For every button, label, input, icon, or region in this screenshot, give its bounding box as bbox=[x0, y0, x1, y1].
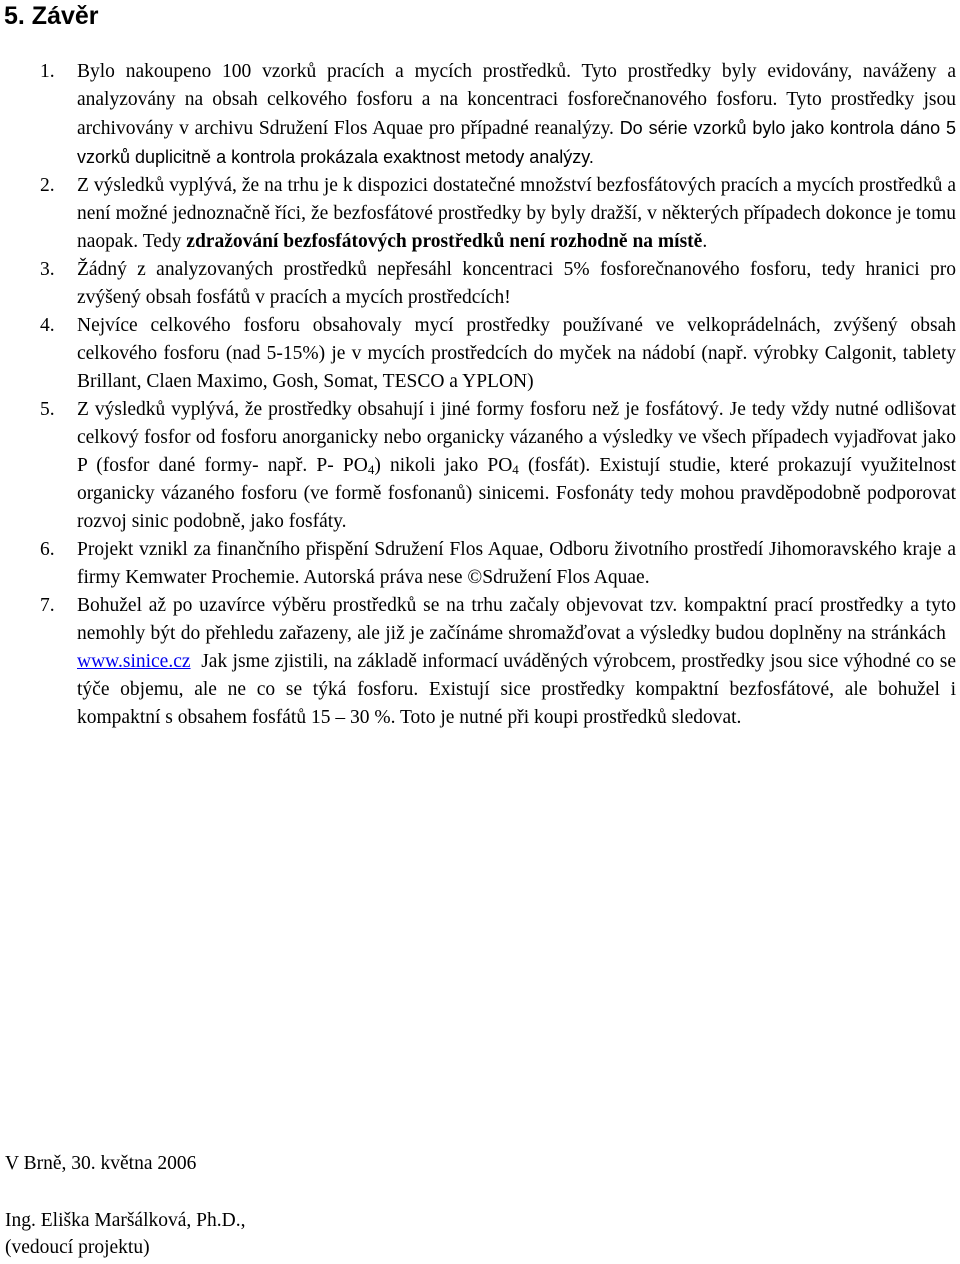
list-item-4 bbox=[0, 312, 960, 396]
subscript-4: 4 bbox=[512, 462, 519, 477]
list-item-text bbox=[77, 536, 956, 592]
list-item-2 bbox=[0, 172, 960, 256]
place-and-date: V Brně, 30. května 2006 bbox=[5, 1153, 197, 1174]
list-item-text bbox=[77, 256, 956, 312]
list-number: 6. bbox=[40, 539, 55, 560]
list-item-text bbox=[77, 396, 956, 536]
item-2-end: . bbox=[702, 231, 708, 252]
list-item-text bbox=[77, 312, 956, 396]
sinice-website-link[interactable]: www.sinice.cz bbox=[77, 651, 191, 672]
item-7-text-b: Jak jsme zjistili, na základě informací uváděných výrobcem, prostředky jsou sice výhodné co se týče objemu, ale ne co se týká fosforu. Existují sice prostředky kompaktní bezfosfátové, ale bohužel i kompaktní s obsahem fosfátů 15 – 30 %. Toto je nutné při koupi prostředků sledovat. bbox=[77, 651, 957, 728]
list-number: 7. bbox=[40, 595, 55, 616]
item-5-text-a: Z výsledků vyplývá, že prostředky obsahují i jiné formy fosforu než je fosfátový. Je tedy vždy nutné odlišovat celkový fosfor od fosforu anorganicky nebo organicky vázaného a výsledky ve všech případech vyjadřovat jako P (fosfor dané formy- např. P- PO bbox=[77, 399, 956, 476]
item-1-text: Bylo nakoupeno 100 vzorků pracích a mycích prostředků. Tyto prostředky byly evidovány, naváženy a analyzovány na obsah celkového fosforu a na koncentraci fosforečnanového fosforu. Tyto prostředky jsou archivovány v archivu Sdružení Flos Aquae pro případné reanalýzy. bbox=[77, 61, 956, 139]
item-6-text: Projekt vznikl za finančního přispění Sdružení Flos Aquae, Odboru životního prostředí Jihomoravského kraje a firmy Kemwater Prochemie. Autorská práva nese ©Sdružení Flos Aquae. bbox=[77, 539, 956, 588]
list-item-6 bbox=[0, 536, 960, 592]
item-1-control-text: Do série vzorků bylo jako kontrola dáno 5 vzorků duplicitně a kontrola prokázala exaktnost metody analýzy. bbox=[77, 118, 956, 167]
item-5-text-c: (fosfát). Existují studie, které prokazují využitelnost organicky vázaného fosforu (ve formě fosfonanů) sinicemi. Fosfonáty tedy mohou pravděpodobně podporovat rozvoj sinic podobně, jako fosfáty. bbox=[77, 455, 956, 532]
list-item-text bbox=[77, 592, 956, 732]
section-heading: 5. Závěr bbox=[4, 2, 99, 30]
conclusion-list bbox=[0, 58, 960, 732]
list-item-text bbox=[77, 58, 956, 172]
item-7-text-a: Bohužel až po uzavírce výběru prostředků se na trhu začaly objevovat tzv. kompaktní prací prostředky a tyto nemohly být do přehledu zařazeny, ale již je začínáme shromažďovat a výsledky budou doplněny na stránkách bbox=[77, 595, 956, 644]
subscript-4: 4 bbox=[367, 462, 375, 477]
list-item-text bbox=[77, 172, 956, 256]
list-number: 3. bbox=[40, 259, 55, 280]
item-2-text: Z výsledků vyplývá, že na trhu je k dispozici dostatečné množství bezfosfátových pracích a mycích prostředků a není možné jednoznačně říci, že bezfosfátové prostředky by byly dražší, v některých případech dokonce je tomu naopak. Tedy bbox=[77, 175, 956, 252]
list-number: 4. bbox=[40, 315, 55, 336]
item-4-text: Nejvíce celkového fosforu obsahovaly mycí prostředky používané ve velkoprádelnách, zvýšený obsah celkového fosforu (nad 5-15%) je v mycích prostředcích do myček na nádobí (např. výrobky Calgonit, tablety Brillant, Claen Maximo, Gosh, Somat, TESCO a YPLON) bbox=[77, 315, 956, 392]
item-3-text: Žádný z analyzovaných prostředků nepřesáhl koncentraci 5% fosforečnanového fosforu, tedy hranici pro zvýšený obsah fosfátů v pracích a mycích prostředcích! bbox=[77, 259, 956, 308]
list-number: 2. bbox=[40, 175, 55, 196]
list-item-7 bbox=[0, 592, 960, 732]
list-item-3 bbox=[0, 256, 960, 312]
author-name: Ing. Eliška Maršálková, Ph.D., bbox=[5, 1210, 246, 1231]
author-role: (vedoucí projektu) bbox=[5, 1237, 150, 1258]
list-item-5 bbox=[0, 396, 960, 536]
item-2-bold-conclusion: zdražování bezfosfátových prostředků není rozhodně na místě bbox=[186, 231, 703, 252]
list-number: 5. bbox=[40, 399, 55, 420]
list-number: 1. bbox=[40, 61, 55, 82]
item-5-text-b: ) nikoli jako PO bbox=[374, 455, 513, 476]
list-item-1 bbox=[0, 58, 960, 172]
